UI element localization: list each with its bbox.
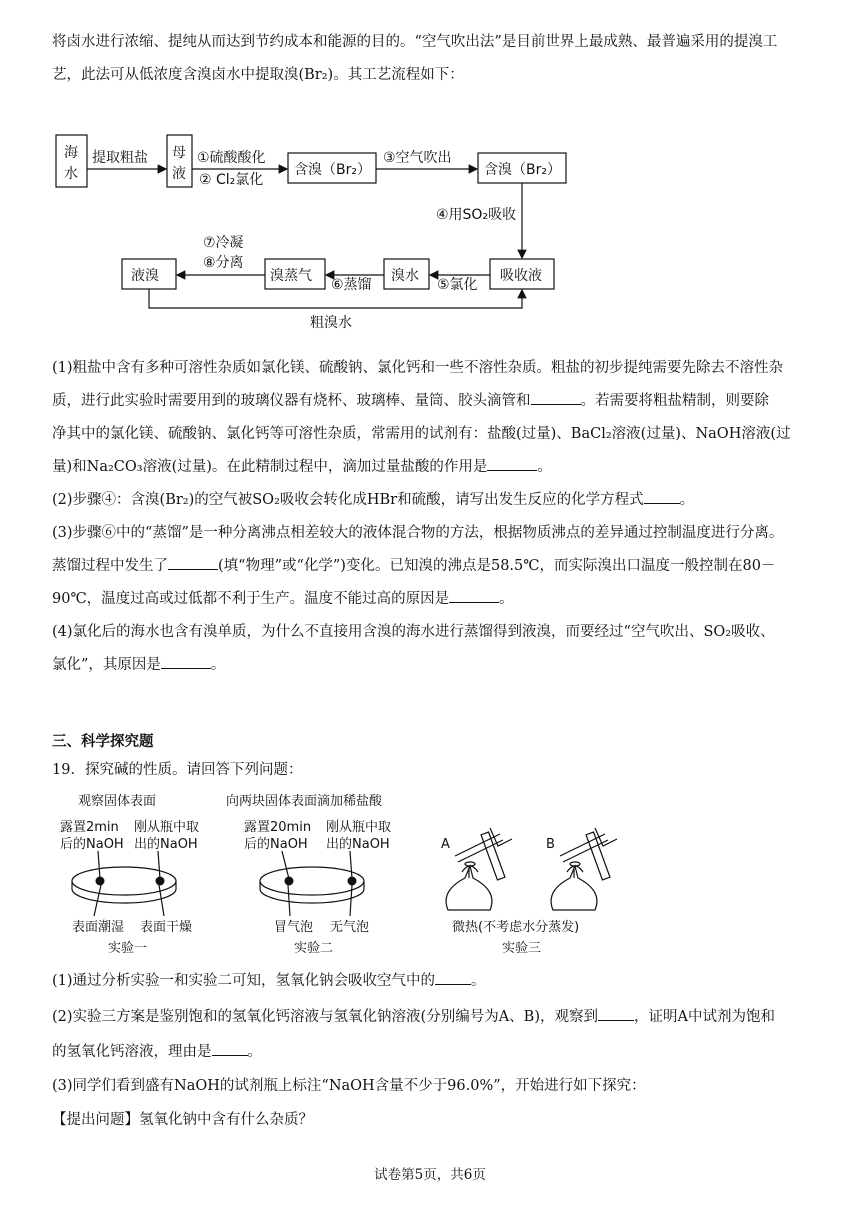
q18-1-line-4-text-b: 。 <box>537 459 552 475</box>
step6-label: ⑥蒸馏 <box>331 277 372 293</box>
step4-label: ④用SO₂吸收 <box>436 207 517 223</box>
q19-2-line-2 <box>52 1036 810 1069</box>
q19-2-line-1-text-b: ，证明A中试剂为饱和 <box>633 1009 775 1025</box>
exp2-obs-right: 无气泡 <box>330 920 370 935</box>
exp1-left-label-1: 露置2min <box>60 820 119 835</box>
exp1-obs-left: 表面潮湿 <box>72 920 125 935</box>
raise-question-text: 氢氧化钠中含有什么杂质？ <box>139 1112 313 1128</box>
exp1-right-sample <box>156 877 165 886</box>
exp1-left-label-2: 后的NaOH <box>60 837 124 852</box>
q18-3-line-2-text-b: (填“物理”或“化学”)变化。已知溴的沸点是58.5℃，而实际溴出口温度一般控制在80－ <box>218 558 776 574</box>
q18-4-line-2-text-a: 氯化”，其原因是 <box>52 657 161 673</box>
answer-blank-hcl-role[interactable] <box>487 456 537 471</box>
exp3-note: 微热(不考虑水分蒸发) <box>452 920 580 935</box>
exp3-apparatus-a <box>446 828 512 910</box>
exp1-right-label-1: 刚从瓶中取 <box>134 820 200 835</box>
q18-1-line-2-text-b: 。若需要将粗盐精制，则要除 <box>580 393 769 409</box>
q18-2-text-a: (2)步骤④：含溴(Br₂)的空气被SO₂吸收会转化成HBr和硫酸，请写出发生反应的化学方程式 <box>52 492 644 508</box>
bromine-water-label: 溴水 <box>391 268 419 284</box>
exp2-obs-left: 冒气泡 <box>274 920 314 935</box>
q18-2-line <box>52 484 810 517</box>
answer-blank-observation[interactable] <box>598 1006 634 1021</box>
q18-3-line-3-text-a: 90℃，温度过高或过低都不利于生产。温度不能过高的原因是 <box>52 591 450 607</box>
exp3-label-a: A <box>441 837 450 852</box>
exp2-right-label-2: 出的NaOH <box>326 837 390 852</box>
page-footer: 试卷第5页，共6页 <box>374 1167 486 1183</box>
exp1-obs-right: 表面干燥 <box>140 920 193 935</box>
bromine-mix-1-label: 含溴（Br₂） <box>294 162 371 178</box>
step3-label: ③空气吹出 <box>383 150 452 166</box>
q18-1-line-2-text-a: 质，进行此实验时需要用到的玻璃仪器有烧杯、玻璃棒、量筒、胶头滴管和 <box>52 393 531 409</box>
absorb-liquid-label: 吸收液 <box>500 268 542 284</box>
answer-blank-absorbed-substance[interactable] <box>435 970 471 985</box>
q18-3-line-2 <box>52 550 810 583</box>
exp1-title: 观察固体表面 <box>78 794 157 809</box>
answer-blank-change-type[interactable] <box>168 555 218 570</box>
q18-3-line-1: (3)步骤⑥中的“蒸馏”是一种分离沸点相差较大的液体混合物的方法，根据物质沸点的差异通过控制温度进行分离。 <box>52 525 784 541</box>
q18-3-line-3 <box>52 583 810 616</box>
crude-bromine-water-label: 粗溴水 <box>310 315 352 331</box>
exp2-left-label-1: 露置20min <box>244 820 312 835</box>
q19-2-line-1-text-a: (2)实验三方案是鉴别饱和的氢氧化钙溶液与氢氧化钠溶液(分别编号为A、B)，观察到 <box>52 1009 598 1025</box>
exp2-caption: 实验二 <box>294 941 334 956</box>
intro-line-2: 艺，此法可从低浓度含溴卤水中提取溴(Br₂)。其工艺流程如下： <box>52 67 464 83</box>
q18-1-line-4 <box>52 451 810 484</box>
exp2-right-sample <box>348 877 357 886</box>
q18-4-line-1: (4)氯化后的海水也含有溴单质，为什么不直接用含溴的海水进行蒸馏得到液溴，而要经过“空气吹出、SO₂吸收、 <box>52 624 775 640</box>
exp3-label-b: B <box>546 837 555 852</box>
bromine-vapor-label: 溴蒸气 <box>270 268 312 284</box>
liquid-bromine-label: 液溴 <box>131 268 159 284</box>
step1-label: ①硫酸酸化 <box>197 150 266 166</box>
q19-1-line <box>52 965 810 998</box>
answer-blank-temperature-reason[interactable] <box>449 588 499 603</box>
answer-blank-process-reason[interactable] <box>161 654 211 669</box>
q18-1-line-3: 净其中的氯化镁、硫酸钠、氯化钙等可溶性杂质，常需用的试剂有：盐酸(过量)、BaCl₂溶液(过量)、NaOH溶液(过 <box>52 426 791 442</box>
extract-salt-label: 提取粗盐 <box>92 150 148 166</box>
experiment-figure <box>0 786 860 958</box>
exp2-left-label-2: 后的NaOH <box>244 837 308 852</box>
q18-1-line-1: (1)粗盐中含有多种可溶性杂质如氯化镁、硫酸钠、氯化钙和一些不溶性杂质。粗盐的初步提纯需要先除去不溶性杂 <box>52 360 784 376</box>
mother-liquor-label-2: 液 <box>172 166 186 182</box>
exp2-left-sample <box>285 877 294 886</box>
exp1-left-sample <box>96 877 105 886</box>
section-heading: 三、科学探究题 <box>52 733 154 750</box>
q18-4-line-2 <box>52 649 810 682</box>
q19-2-line-2-text-a: 的氢氧化钙溶液，理由是 <box>52 1044 212 1060</box>
raise-question-label: 【提出问题】 <box>52 1112 139 1128</box>
q18-1-line-2 <box>52 385 810 418</box>
q18-3-line-2-text-a: 蒸馏过程中发生了 <box>52 558 168 574</box>
answer-blank-reason[interactable] <box>212 1041 248 1056</box>
q19-1-text-a: (1)通过分析实验一和实验二可知，氢氧化钠会吸收空气中的 <box>52 973 436 989</box>
step2-label: ② Cl₂氯化 <box>199 172 264 188</box>
q19-2-line-2-text-b: 。 <box>247 1044 262 1060</box>
step8-label: ⑧分离 <box>203 255 244 271</box>
q18-1-line-4-text-a: 量)和Na₂CO₃溶液(过量)。在此精制过程中，滴加过量盐酸的作用是 <box>52 459 488 475</box>
step7-label: ⑦冷凝 <box>203 235 244 251</box>
q19-3-line: (3)同学们看到盛有NaOH的试剂瓶上标注“NaOH含量不少于96.0%”，开始进行如下探究： <box>52 1078 646 1094</box>
q18-4-line-2-text-b: 。 <box>210 657 226 673</box>
q18-2-text-b: 。 <box>679 492 695 508</box>
mother-liquor-label-1: 母 <box>172 145 186 161</box>
q19-2-line-1 <box>52 1001 810 1034</box>
q18-3-line-3-text-b: 。 <box>499 591 514 607</box>
answer-blank-equation[interactable] <box>644 489 680 504</box>
q19-stem: 19．探究碱的性质。请回答下列问题： <box>52 762 303 778</box>
exp2-title: 向两块固体表面滴加稀盐酸 <box>226 794 383 809</box>
step5-label: ⑤氯化 <box>437 277 478 293</box>
intro-line-1: 将卤水进行浓缩、提纯从而达到节约成本和能源的目的。“空气吹出法”是目前世界上最成熟、最普遍采用的提溴工 <box>52 34 778 50</box>
exp1-caption: 实验一 <box>108 941 148 956</box>
exp1-right-label-2: 出的NaOH <box>134 837 198 852</box>
bromine-mix-2-label: 含溴（Br₂） <box>484 162 561 178</box>
raise-question-line <box>52 1104 810 1137</box>
exp3-apparatus-b <box>551 828 617 910</box>
exp2-right-label-1: 刚从瓶中取 <box>326 820 392 835</box>
q19-1-text-b: 。 <box>471 973 486 989</box>
answer-blank-glass-instrument[interactable] <box>531 390 581 405</box>
exp3-caption: 实验三 <box>502 941 542 956</box>
seawater-label-2: 水 <box>64 166 78 182</box>
bromine-process-flow-diagram <box>0 118 860 340</box>
seawater-label-1: 海 <box>64 145 78 161</box>
